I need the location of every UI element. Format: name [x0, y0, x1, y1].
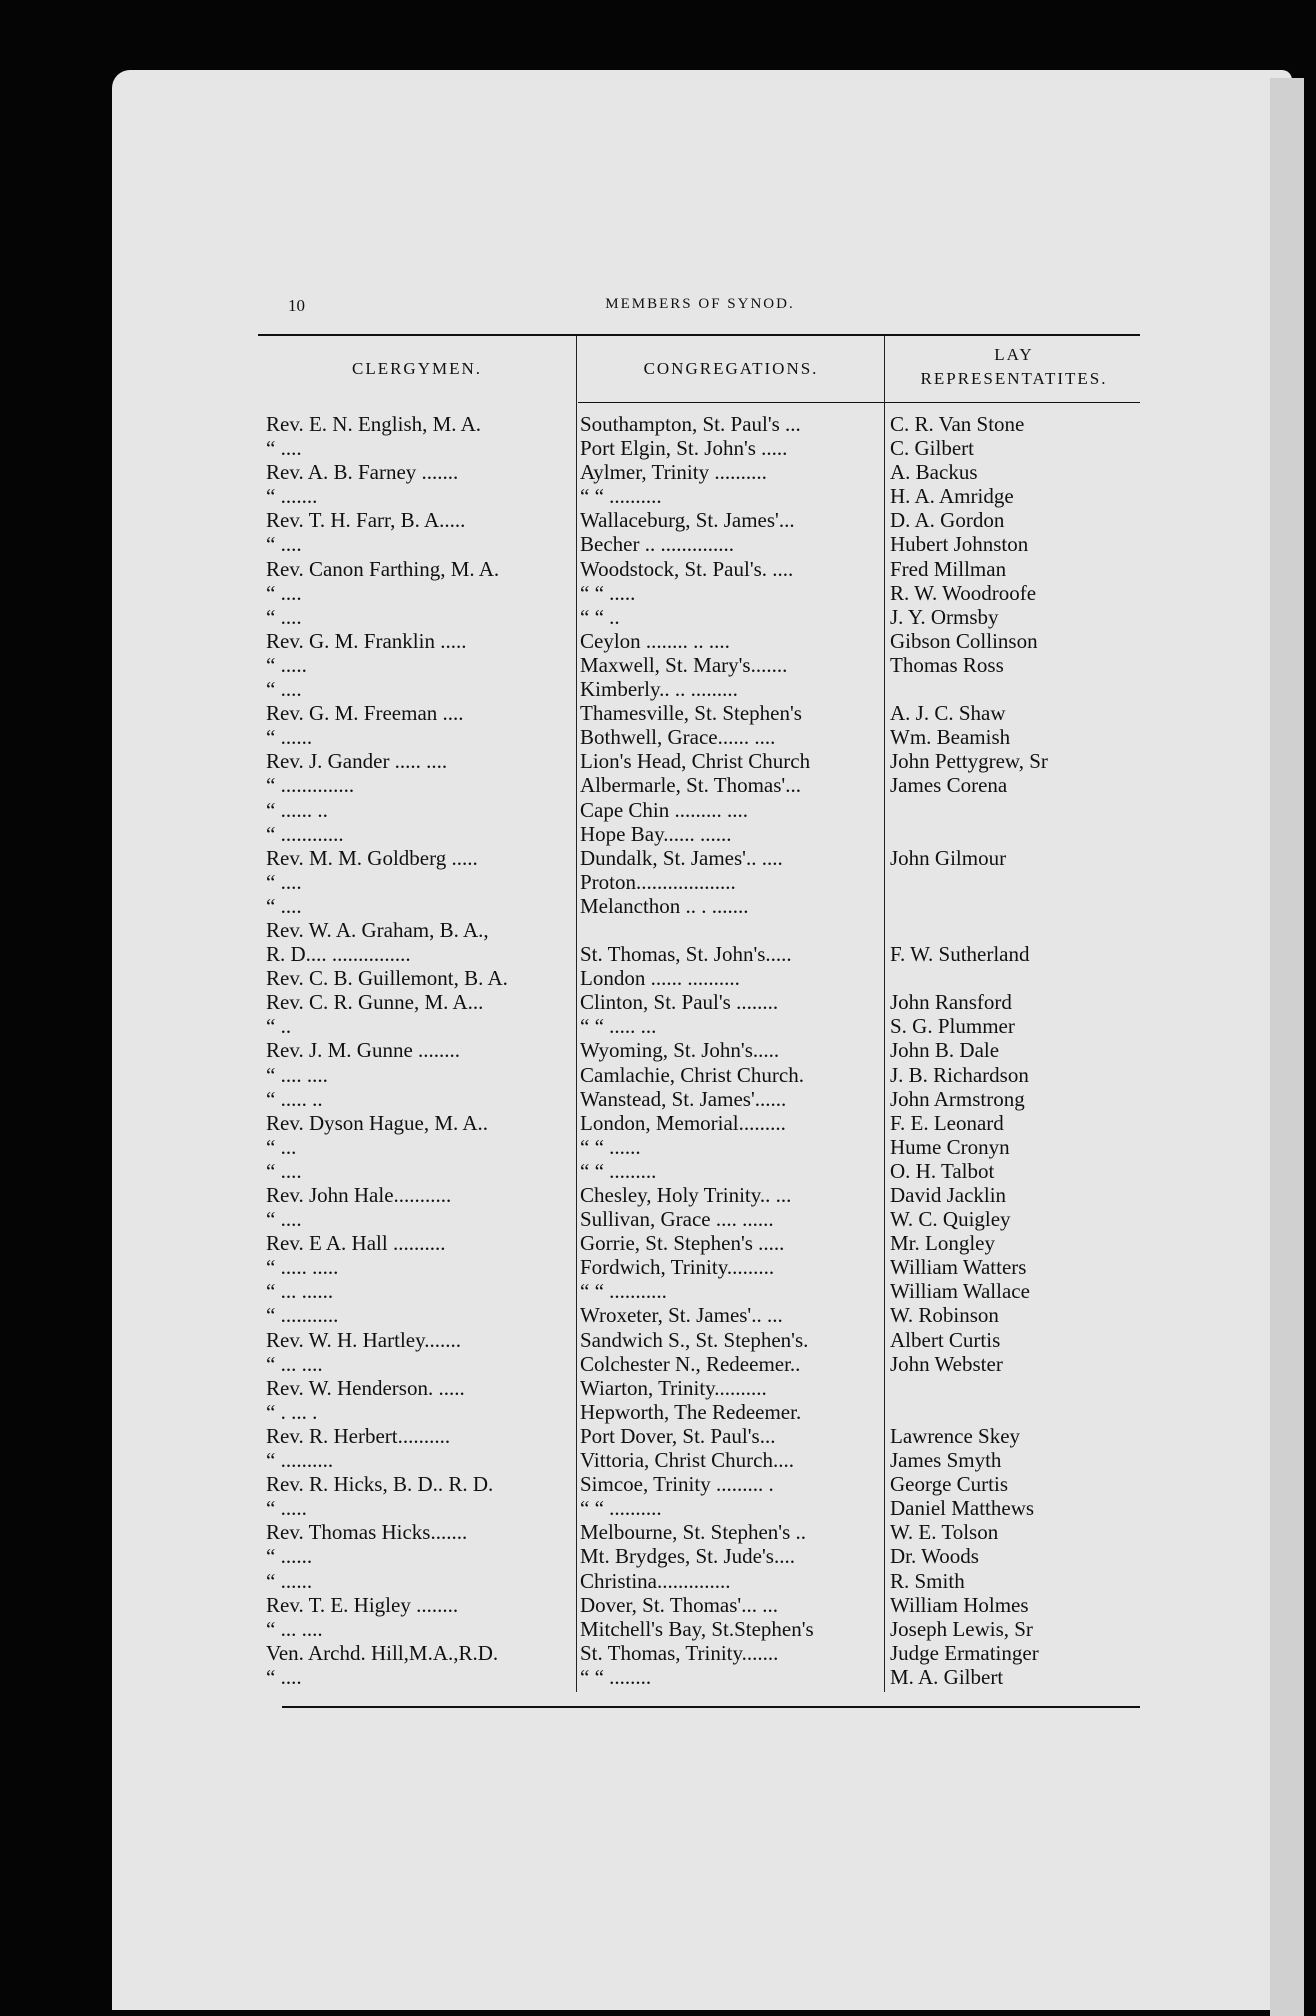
- congregation-entry: Woodstock, St. Paul's. ....: [580, 556, 794, 581]
- lay-representative-entry: William Watters: [890, 1255, 1027, 1280]
- congregation-entry: Southampton, St. Paul's ...: [580, 412, 801, 436]
- lay-representative-entry: J. Y. Ormsby: [890, 604, 999, 629]
- clergyman-entry: “ ..............: [266, 773, 355, 798]
- lay-representative-entry: Daniel Matthews: [890, 1496, 1035, 1521]
- lay-representative-entry: John Armstrong: [890, 1086, 1025, 1111]
- lay-representative-entry: John Webster: [890, 1351, 1003, 1376]
- congregation-entry: Ceylon ........ .. ....: [580, 628, 730, 653]
- lay-representative-entry: O. H. Talbot: [890, 1158, 995, 1183]
- header-congregations: CONGREGATIONS.: [643, 359, 819, 378]
- lay-representative-entry: H. A. Amridge: [890, 484, 1014, 509]
- congregation-entry: “ “ ..... ...: [580, 1014, 657, 1039]
- congregations-column: [580, 412, 882, 1689]
- congregation-entry: Hepworth, The Redeemer.: [580, 1399, 802, 1424]
- lay-representative-entry: [890, 1400, 1140, 1424]
- lay-representative-entry: James Corena: [890, 773, 1008, 798]
- column-divider-1: [576, 336, 577, 1692]
- congregation-entry: Colchester N., Redeemer..: [580, 1351, 801, 1376]
- congregation-entry: “ “ ......: [580, 1134, 641, 1159]
- lay-representative-entry: John Ransford: [890, 990, 1012, 1015]
- lay-representative-entry: R. Smith: [890, 1568, 965, 1593]
- clergymen-column: [266, 412, 572, 1689]
- congregation-entry: Christina..............: [580, 1568, 731, 1593]
- congregation-entry: Kimberly.. .. .........: [580, 677, 738, 702]
- congregation-entry: Gorrie, St. Stephen's .....: [580, 1231, 785, 1256]
- congregation-entry: Wyoming, St. John's.....: [580, 1038, 780, 1063]
- clergyman-entry: “ ....: [266, 1158, 302, 1183]
- clergyman-entry: “ .......: [266, 484, 318, 509]
- congregation-entry: [580, 918, 882, 942]
- clergyman-entry: Rev. E A. Hall ..........: [266, 1231, 446, 1256]
- congregation-entry: “ “ ........: [580, 1664, 652, 1689]
- running-head: MEMBERS OF SYNOD.: [605, 296, 795, 312]
- column-divider-2: [884, 336, 885, 1692]
- congregation-entry: Wanstead, St. James'......: [580, 1086, 787, 1111]
- header-lay-line1: LAY: [994, 345, 1034, 364]
- clergyman-entry: “ ..... ..: [266, 1086, 323, 1111]
- clergyman-entry: “ ....: [266, 869, 302, 894]
- congregation-entry: “ “ ..........: [580, 484, 662, 509]
- congregation-entry: Vittoria, Christ Church....: [580, 1448, 794, 1473]
- clergyman-entry: Rev. R. Hicks, B. D.. R. D.: [266, 1472, 494, 1497]
- lay-representative-entry: [890, 677, 1140, 701]
- congregation-entry: Proton...................: [580, 869, 736, 894]
- clergyman-entry: Rev. W. A. Graham, B. A.,: [266, 917, 489, 942]
- congregation-entry: Camlachie, Christ Church.: [580, 1062, 804, 1087]
- footer-rule: [282, 1706, 1140, 1708]
- congregation-entry: Thamesville, St. Stephen's: [580, 701, 802, 726]
- page-number: 10: [288, 296, 305, 315]
- lay-representative-entry: M. A. Gilbert: [890, 1664, 1004, 1689]
- congregation-entry: “ “ ...........: [580, 1279, 667, 1304]
- lay-representative-entry: Wm. Beamish: [890, 725, 1011, 750]
- clergyman-entry: Rev. T. H. Farr, B. A.....: [266, 508, 466, 533]
- clergyman-entry: “ ...........: [266, 1303, 339, 1328]
- clergyman-entry: “ ....: [266, 580, 302, 605]
- congregation-entry: Clinton, St. Paul's ........: [580, 990, 779, 1015]
- clergyman-entry: Rev. T. E. Higley ........: [266, 1592, 459, 1617]
- lay-representative-entry: William Wallace: [890, 1279, 1030, 1304]
- congregation-entry: Sandwich S., St. Stephen's.: [580, 1327, 809, 1352]
- lay-representative-entry: Hubert Johnston: [890, 532, 1029, 557]
- congregation-entry: Port Elgin, St. John's .....: [580, 436, 788, 461]
- lay-representative-entry: D. A. Gordon: [890, 508, 1005, 533]
- clergyman-entry: Rev. W. Henderson. .....: [266, 1375, 465, 1400]
- clergyman-entry: “ ...: [266, 1134, 297, 1159]
- congregation-entry: Melbourne, St. Stephen's ..: [580, 1520, 807, 1545]
- congregation-entry: Wallaceburg, St. James'...: [580, 508, 795, 533]
- lay-representative-entry: Judge Ermatinger: [890, 1640, 1039, 1665]
- clergyman-entry: “ ....: [266, 1664, 302, 1689]
- clergyman-entry: Rev. Dyson Hague, M. A..: [266, 1110, 489, 1135]
- congregation-entry: Port Dover, St. Paul's...: [580, 1423, 776, 1448]
- clergyman-entry: “ ............: [266, 821, 344, 846]
- lay-representative-entry: John Pettygrew, Sr: [890, 749, 1048, 774]
- congregation-entry: Sullivan, Grace .... ......: [580, 1207, 774, 1232]
- clergyman-entry: “ ...... ..: [266, 797, 328, 822]
- congregation-entry: Wiarton, Trinity..........: [580, 1375, 767, 1400]
- clergyman-entry: Rev. W. H. Hartley.......: [266, 1327, 461, 1352]
- clergyman-entry: “ .....: [266, 652, 307, 677]
- lay-representative-entry: David Jacklin: [890, 1183, 1007, 1207]
- lay-representative-entry: Thomas Ross: [890, 652, 1004, 677]
- lay-representative-entry: F. E. Leonard: [890, 1110, 1004, 1135]
- clergyman-entry: “ ... ......: [266, 1279, 334, 1304]
- congregation-entry: Fordwich, Trinity.........: [580, 1255, 775, 1280]
- header-top-rule: [258, 334, 1140, 336]
- lay-representative-entry: S. G. Plummer: [890, 1014, 1015, 1039]
- clergyman-entry: Rev. R. Herbert..........: [266, 1423, 451, 1448]
- lay-representative-entry: James Smyth: [890, 1448, 1002, 1473]
- lay-representative-entry: Joseph Lewis, Sr: [890, 1616, 1033, 1641]
- lay-representative-entry: [890, 894, 1140, 918]
- lay-representative-entry: R. W. Woodroofe: [890, 580, 1037, 605]
- clergyman-entry: Rev. Thomas Hicks.......: [266, 1520, 468, 1545]
- congregation-entry: Melancthon .. . .......: [580, 893, 749, 918]
- clergyman-entry: “ . ... .: [266, 1399, 318, 1424]
- header-clergymen: CLERGYMEN.: [351, 359, 483, 378]
- congregation-entry: Wroxeter, St. James'.. ...: [580, 1303, 783, 1328]
- clergyman-entry: “ ....: [266, 532, 302, 557]
- clergyman-entry: Ven. Archd. Hill,M.A.,R.D.: [266, 1640, 499, 1665]
- congregation-entry: Mt. Brydges, St. Jude's....: [580, 1544, 795, 1569]
- clergyman-entry: Rev. E. N. English, M. A.: [266, 412, 482, 436]
- congregation-entry: Aylmer, Trinity ..........: [580, 460, 767, 485]
- clergyman-entry: “ .....: [266, 1496, 307, 1521]
- lay-representative-entry: John B. Dale: [890, 1038, 1000, 1063]
- lay-representative-entry: George Curtis: [890, 1472, 1009, 1497]
- congregation-entry: Mitchell's Bay, St.Stephen's: [580, 1616, 814, 1641]
- clergyman-entry: Rev. G. M. Freeman ....: [266, 701, 464, 726]
- clergyman-entry: Rev. M. M. Goldberg .....: [266, 845, 478, 870]
- clergyman-entry: “ ......: [266, 1568, 313, 1593]
- clergyman-entry: “ ..........: [266, 1448, 334, 1473]
- header-bottom-rule: [578, 402, 1140, 403]
- lay-representatives-column: [890, 412, 1140, 1689]
- clergyman-entry: Rev. C. B. Guillemont, B. A.: [266, 966, 508, 991]
- congregation-entry: Chesley, Holy Trinity.. ...: [580, 1183, 792, 1207]
- congregation-entry: London ...... ..........: [580, 966, 740, 991]
- clergyman-entry: “ ... ....: [266, 1351, 323, 1376]
- clergyman-entry: “ .... ....: [266, 1062, 328, 1087]
- congregation-entry: London, Memorial.........: [580, 1110, 786, 1135]
- clergyman-entry: “ ..... .....: [266, 1255, 339, 1280]
- lay-representative-entry: [890, 1376, 1140, 1400]
- congregation-entry: Albermarle, St. Thomas'...: [580, 773, 801, 798]
- congregation-entry: Simcoe, Trinity ......... .: [580, 1472, 774, 1497]
- header-lay-line2: REPRESENTATITES.: [920, 369, 1108, 388]
- lay-representative-entry: F. W. Sutherland: [890, 942, 1030, 967]
- lay-representative-entry: W. Robinson: [890, 1303, 999, 1328]
- congregation-entry: Lion's Head, Christ Church: [580, 749, 811, 774]
- lay-representative-entry: Gibson Collinson: [890, 628, 1038, 653]
- lay-representative-entry: [890, 798, 1140, 822]
- lay-representative-entry: Albert Curtis: [890, 1327, 1001, 1352]
- clergyman-entry: “ ....: [266, 436, 302, 461]
- lay-representative-entry: Dr. Woods: [890, 1544, 979, 1569]
- congregation-entry: St. Thomas, St. John's.....: [580, 942, 792, 967]
- clergyman-entry: Rev. J. M. Gunne ........: [266, 1038, 461, 1063]
- lay-representative-entry: Lawrence Skey: [890, 1423, 1021, 1448]
- congregation-entry: “ “ .........: [580, 1158, 657, 1183]
- congregation-entry: “ “ .....: [580, 580, 636, 605]
- lay-representative-entry: W. C. Quigley: [890, 1207, 1011, 1232]
- clergyman-entry: “ ....: [266, 1207, 302, 1232]
- lay-representative-entry: C. Gilbert: [890, 436, 974, 461]
- clergyman-entry: Rev. Canon Farthing, M. A.: [266, 556, 500, 581]
- clergyman-entry: Rev. C. R. Gunne, M. A...: [266, 990, 484, 1015]
- clergyman-entry: Rev. A. B. Farney .......: [266, 460, 459, 485]
- congregation-entry: “ “ ..: [580, 604, 620, 629]
- congregation-entry: Maxwell, St. Mary's.......: [580, 652, 788, 677]
- congregation-entry: Cape Chin ......... ....: [580, 797, 748, 822]
- lay-representative-entry: Fred Millman: [890, 556, 1007, 581]
- clergyman-entry: Rev. John Hale...........: [266, 1183, 452, 1207]
- clergyman-entry: “ ....: [266, 677, 302, 702]
- lay-representative-entry: [890, 822, 1140, 846]
- lay-representative-entry: W. E. Tolson: [890, 1520, 999, 1545]
- clergyman-entry: “ ......: [266, 725, 313, 750]
- clergyman-entry: “ ... ....: [266, 1616, 323, 1641]
- congregation-entry: St. Thomas, Trinity.......: [580, 1640, 779, 1665]
- clergyman-entry: Rev. J. Gander ..... ....: [266, 749, 448, 774]
- lay-representative-entry: A. J. C. Shaw: [890, 701, 1006, 726]
- congregation-entry: Dover, St. Thomas'... ...: [580, 1592, 778, 1617]
- lay-representative-entry: A. Backus: [890, 460, 978, 485]
- clergyman-entry: “ ..: [266, 1014, 292, 1039]
- lay-representative-entry: Hume Cronyn: [890, 1134, 1010, 1159]
- lay-representative-entry: [890, 870, 1140, 894]
- congregation-entry: Hope Bay...... ......: [580, 821, 732, 846]
- clergyman-entry: R. D.... ...............: [266, 942, 411, 967]
- clergyman-entry: “ ......: [266, 1544, 313, 1569]
- lay-representative-entry: William Holmes: [890, 1592, 1029, 1617]
- lay-representative-entry: [890, 918, 1140, 942]
- lay-representative-entry: J. B. Richardson: [890, 1062, 1029, 1087]
- congregation-entry: Becher .. ..............: [580, 532, 734, 557]
- congregation-entry: Dundalk, St. James'.. ....: [580, 845, 783, 870]
- lay-representative-entry: Mr. Longley: [890, 1231, 995, 1256]
- adjacent-page-edge: [1270, 78, 1304, 2016]
- lay-representative-entry: C. R. Van Stone: [890, 412, 1025, 436]
- lay-representative-entry: [890, 966, 1140, 990]
- clergyman-entry: Rev. G. M. Franklin .....: [266, 628, 467, 653]
- congregation-entry: “ “ ..........: [580, 1496, 662, 1521]
- clergyman-entry: “ ....: [266, 604, 302, 629]
- congregation-entry: Bothwell, Grace...... ....: [580, 725, 776, 750]
- lay-representative-entry: John Gilmour: [890, 845, 1007, 870]
- clergyman-entry: “ ....: [266, 893, 302, 918]
